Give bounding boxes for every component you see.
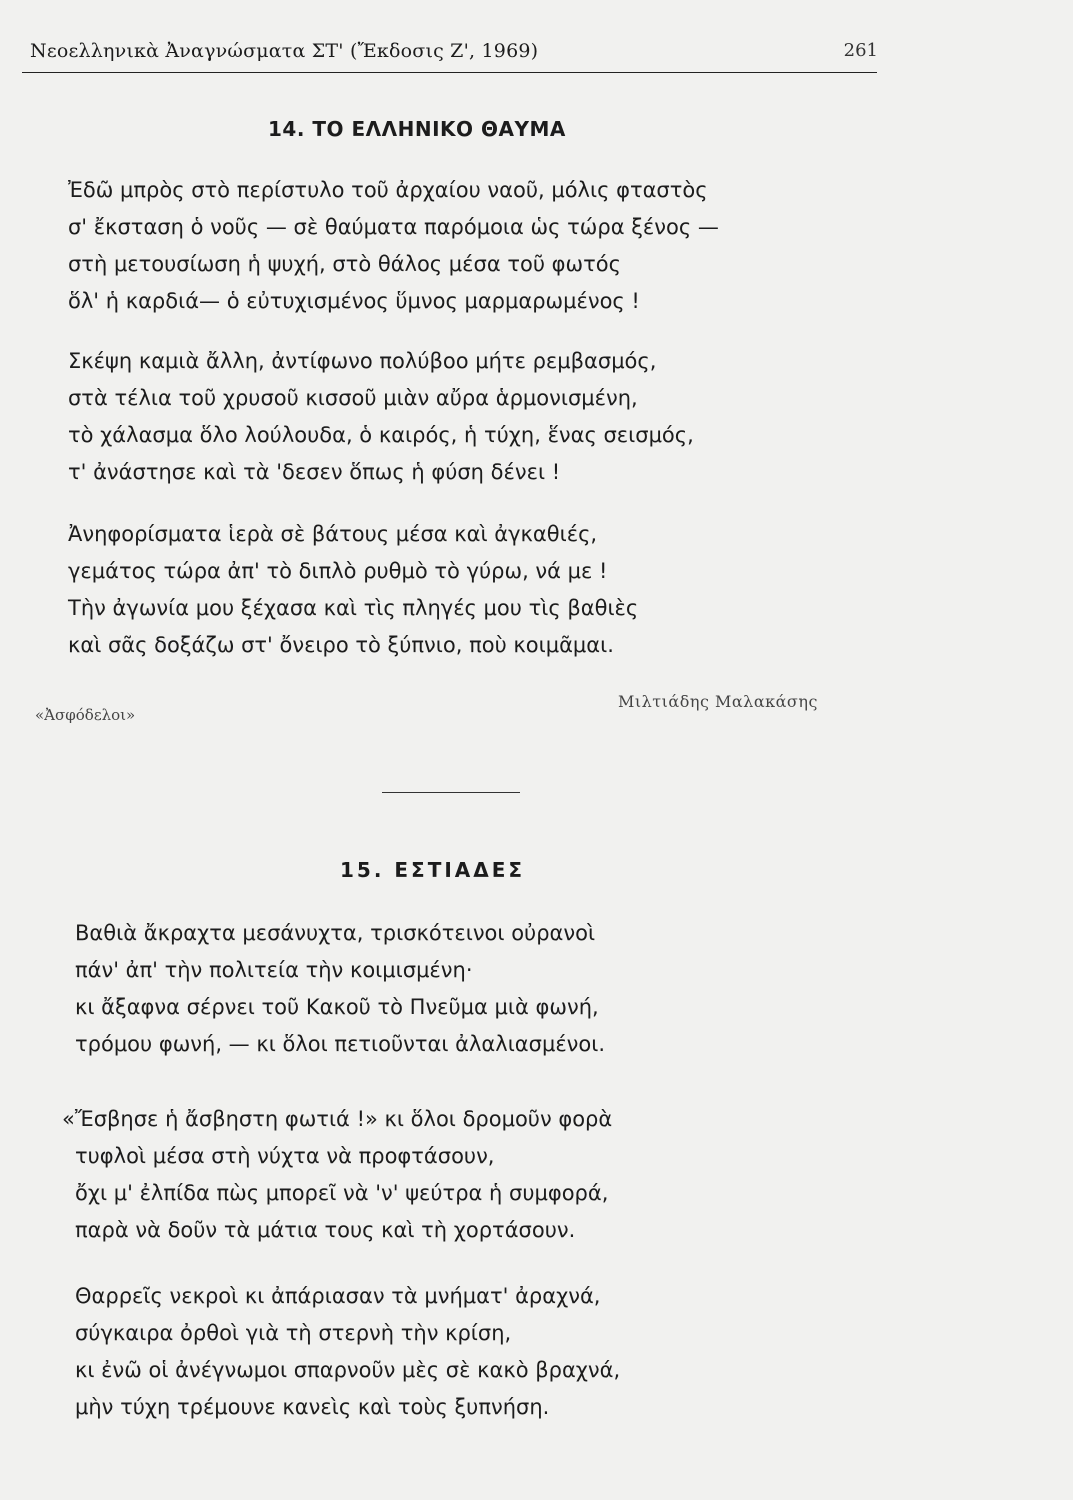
- poem-line: τ' ἀνάστησε καὶ τὰ 'δεσεν ὅπως ἡ φύση δένει !: [68, 460, 561, 484]
- poem-line: Σκέψη καμιὰ ἄλλη, ἀντίφωνο πολύβοο μήτε ρεμβασμός,: [68, 349, 657, 373]
- poem-line: μὴν τύχη τρέμουνε κανεὶς καὶ τοὺς ξυπνήση.: [75, 1395, 550, 1419]
- poem-line: Ἀνηφορίσματα ἱερὰ σὲ βάτους μέσα καὶ ἀγκαθιές,: [68, 522, 598, 546]
- poem-line: πάν' ἀπ' τὴν πολιτεία τὴν κοιμισμένη·: [75, 958, 473, 982]
- poem-line: Τὴν ἀγωνία μου ξέχασα καὶ τὶς πληγές μου τὶς βαθιὲς: [68, 596, 639, 620]
- poem-line: στὰ τέλια τοῦ χρυσοῦ κισσοῦ μιὰν αὔρα ἁρμονισμένη,: [68, 386, 638, 410]
- page-number: 261: [843, 40, 878, 61]
- poem-line: Θαρρεῖς νεκροὶ κι ἀπάριασαν τὰ μνήματ' ἀραχνά,: [75, 1284, 601, 1308]
- poem-line: γεμάτος τώρα ἀπ' τὸ διπλὸ ρυθμὸ τὸ γύρω, νά με !: [68, 559, 608, 583]
- poem-line: ὄχι μ' ἐλπίδα πὼς μπορεῖ νὰ 'ν' ψεύτρα ἡ συμφορά,: [75, 1181, 609, 1205]
- section-divider: [382, 792, 520, 793]
- poem-line: στὴ μετουσίωση ἡ ψυχή, στὸ θάλος μέσα τοῦ φωτός: [68, 252, 621, 276]
- poem-line: «Ἔσβησε ἡ ἄσβηστη φωτιά !» κι ὅλοι δρομοῦν φορὰ: [62, 1107, 613, 1131]
- poem-title: 14. ΤΟ ΕΛΛΗΝΙΚΟ ΘΑΥΜΑ: [268, 117, 566, 141]
- poem-line: ὅλ' ἡ καρδιά— ὁ εὐτυχισμένος ὕμνος μαρμαρωμένος !: [68, 289, 640, 313]
- poem-line: καὶ σᾶς δοξάζω στ' ὄνειρο τὸ ξύπνιο, ποὺ κοιμᾶμαι.: [68, 633, 614, 657]
- poem-line: παρὰ νὰ δοῦν τὰ μάτια τους καὶ τὴ χορτάσουν.: [75, 1218, 576, 1242]
- poem-line: σ' ἔκσταση ὁ νοῦς — σὲ θαύματα παρόμοια ὡς τώρα ξένος —: [68, 215, 719, 239]
- poem-line: κι ἄξαφνα σέρνει τοῦ Κακοῦ τὸ Πνεῦμα μιὰ φωνή,: [75, 995, 599, 1019]
- poem-line: σύγκαιρα ὀρθοὶ γιὰ τὴ στερνὴ τὴν κρίση,: [75, 1321, 512, 1345]
- poem-line: Βαθιὰ ἄκραχτα μεσάνυχτα, τρισκότεινοι οὐρανοὶ: [75, 921, 596, 945]
- running-header: Νεοελληνικὰ Ἀναγνώσματα ΣΤ' (Ἔκδοσις Ζ', 1969): [30, 40, 539, 62]
- author-name: Μιλτιάδης Μαλακάσης: [618, 692, 818, 711]
- header-rule: [22, 72, 877, 73]
- poem-line: τυφλοὶ μέσα στὴ νύχτα νὰ προφτάσουν,: [75, 1144, 495, 1168]
- source-title: «Ἀσφόδελοι»: [35, 706, 136, 724]
- poem-line: τρόμου φωνή, — κι ὅλοι πετιοῦνται ἀλαλιασμένοι.: [75, 1032, 606, 1056]
- poem-title: 15. ΕΣΤΙΑΔΕΣ: [340, 858, 526, 882]
- poem-line: κι ἐνῶ οἱ ἀνέγνωμοι σπαρνοῦν μὲς σὲ κακὸ βραχνά,: [75, 1358, 621, 1382]
- poem-line: τὸ χάλασμα ὅλο λούλουδα, ὁ καιρός, ἡ τύχη, ἕνας σεισμός,: [68, 423, 694, 447]
- poem-line: Ἐδῶ μπρὸς στὸ περίστυλο τοῦ ἀρχαίου ναοῦ, μόλις φταστὸς: [68, 178, 708, 202]
